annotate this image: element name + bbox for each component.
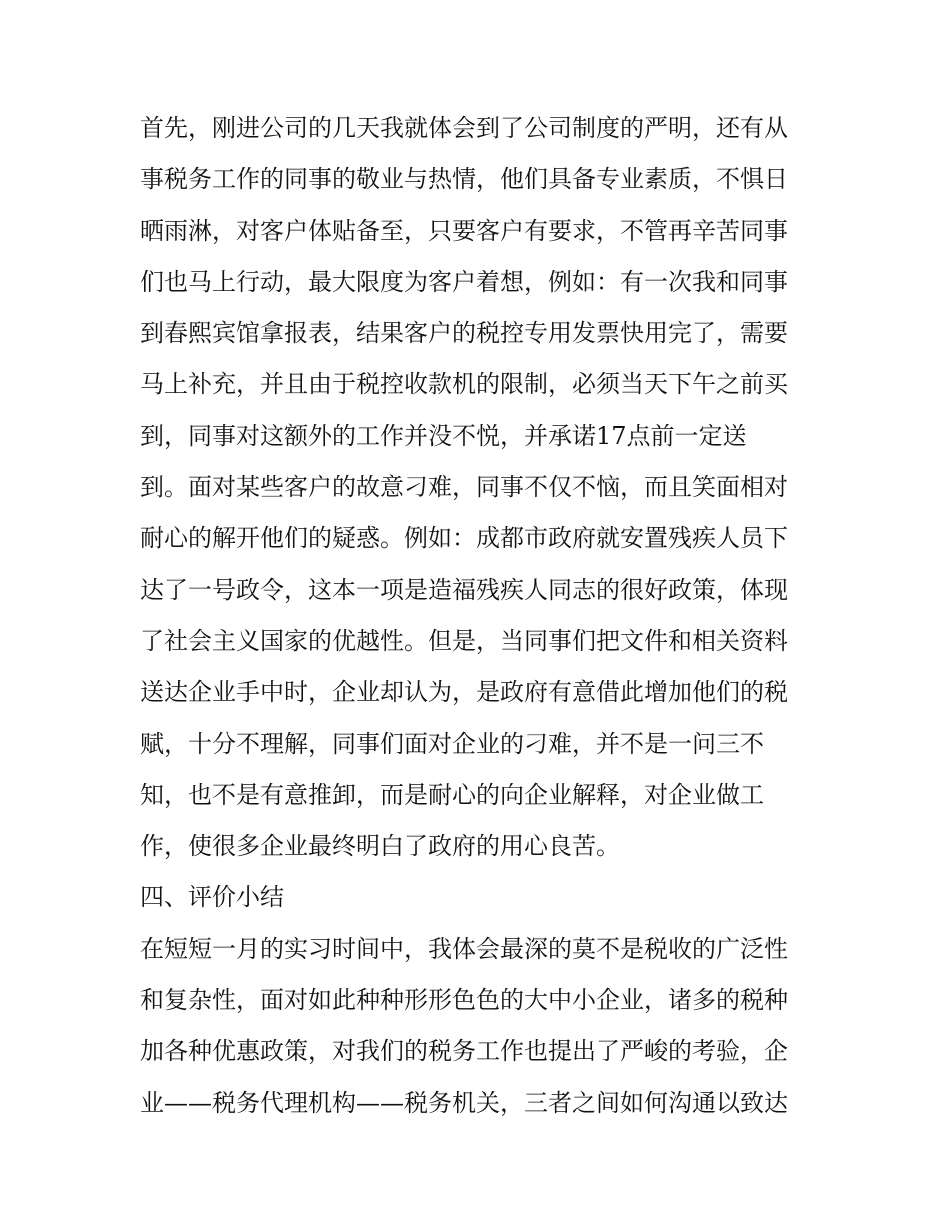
text-line: 知，也不是有意推卸，而是耐心的向企业解释，对企业做工 xyxy=(140,780,764,809)
text-line: 到，同事对这额外的工作并没不悦，并承诺17点前一定送 xyxy=(140,421,747,450)
text-line: 到春熙宾馆拿报表，结果客户的税控专用发票快用完了，需要 xyxy=(140,319,788,348)
text-line: 业——税务代理机构——税务机关，三者之间如何沟通以致达 xyxy=(140,1088,788,1117)
text-line: 和复杂性，面对如此种种形形色色的大中小企业，诸多的税种 xyxy=(140,986,788,1015)
text-line: 了社会主义国家的优越性。但是，当同事们把文件和相关资料 xyxy=(140,626,788,655)
text-line: 加各种优惠政策，对我们的税务工作也提出了严峻的考验，企 xyxy=(140,1037,788,1066)
text-line: 赋，十分不理解，同事们面对企业的刁难，并不是一问三不 xyxy=(140,729,764,758)
document-body xyxy=(140,103,820,1129)
text-line: 们也马上行动，最大限度为客户着想，例如：有一次我和同事 xyxy=(140,267,788,296)
text-line: 晒雨淋，对客户体贴备至，只要客户有要求，不管再辛苦同事 xyxy=(140,216,788,245)
text-line: 送达企业手中时，企业却认为，是政府有意借此增加他们的税 xyxy=(140,678,788,707)
section-heading: 四、评价小结 xyxy=(140,883,284,912)
text-line: 马上补充，并且由于税控收款机的限制，必须当天下午之前买 xyxy=(140,370,788,399)
text-line: 到。面对某些客户的故意刁难，同事不仅不恼，而且笑面相对 xyxy=(140,473,788,502)
text-line: 事税务工作的同事的敬业与热情，他们具备专业素质，不惧日 xyxy=(140,165,788,194)
text-line: 在短短一月的实习时间中，我体会最深的莫不是税收的广泛性 xyxy=(140,934,788,963)
text-line: 首先，刚进公司的几天我就体会到了公司制度的严明，还有从 xyxy=(140,114,788,142)
text-line: 达了一号政令，这本一项是造福残疾人同志的很好政策，体现 xyxy=(140,575,788,604)
text-line: 作，使很多企业最终明白了政府的用心良苦。 xyxy=(140,832,620,861)
text-line: 耐心的解开他们的疑惑。例如：成都市政府就安置残疾人员下 xyxy=(140,524,788,553)
